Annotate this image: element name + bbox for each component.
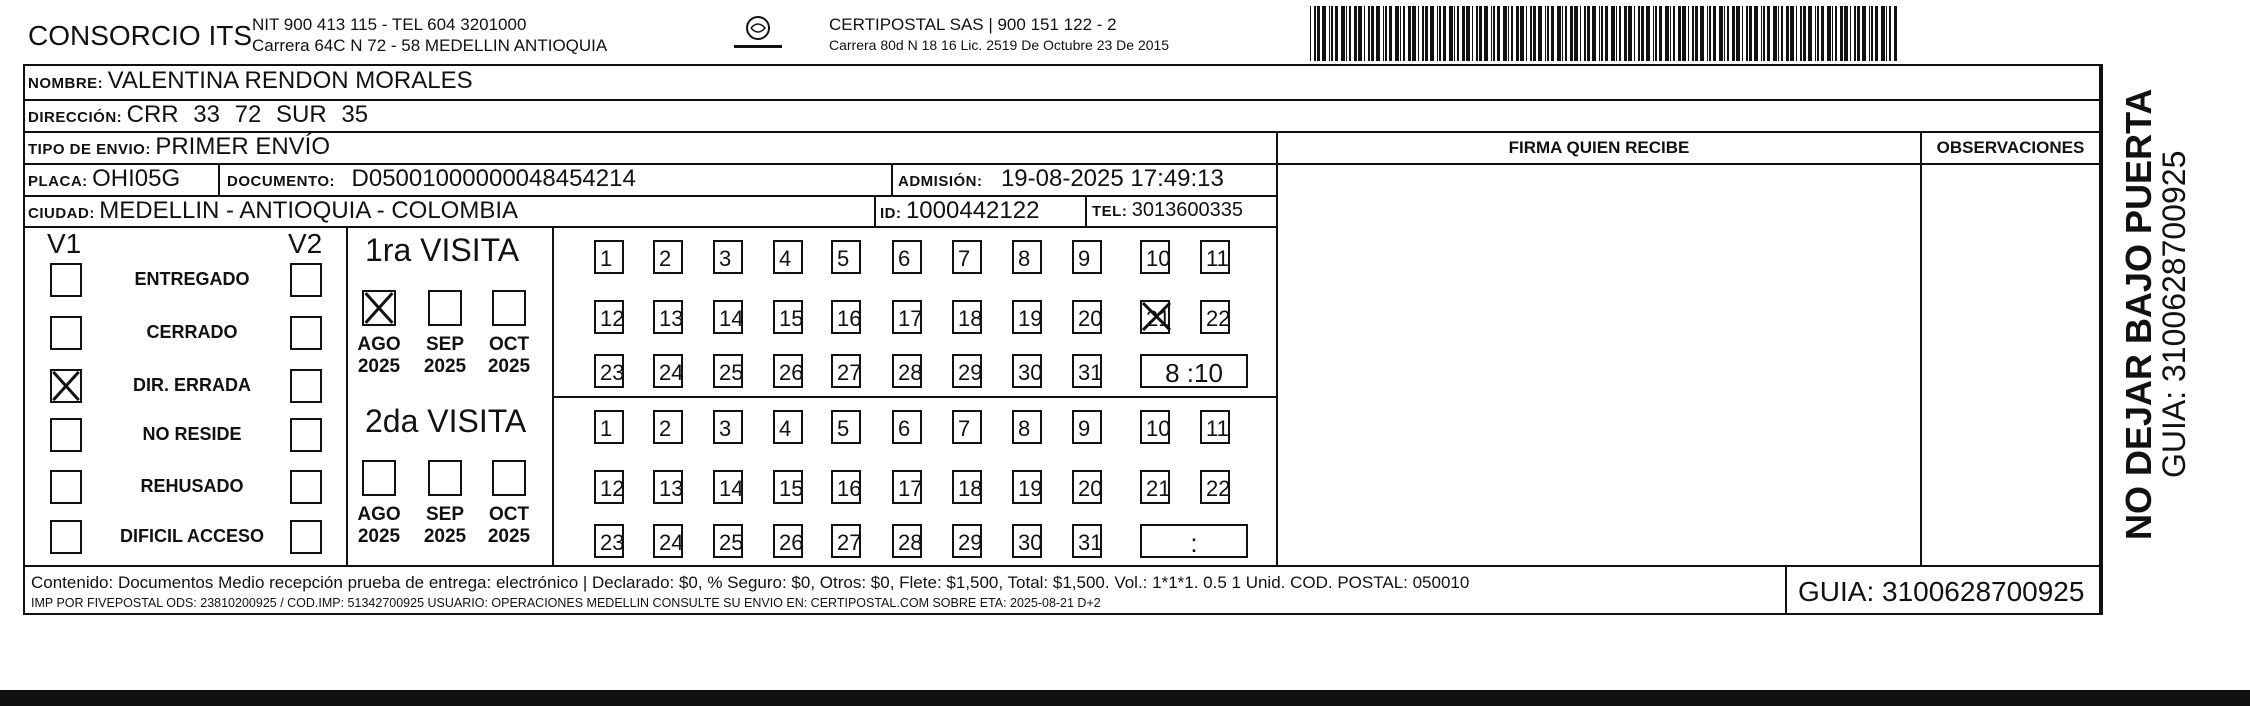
visit1-day-box[interactable]: 23 <box>594 354 624 388</box>
visit1-month-label: OCT 2025 <box>487 334 531 377</box>
visit1-time-box[interactable]: 8 :10 <box>1140 354 1248 388</box>
visit1-day-box[interactable]: 10 <box>1140 240 1170 274</box>
visit1-day-box[interactable]: 13 <box>653 300 683 334</box>
visit2-day-box[interactable]: 13 <box>653 470 683 504</box>
visit1-day-box[interactable]: 14 <box>713 300 743 334</box>
v2-checkbox[interactable] <box>290 470 322 504</box>
footer-content: Contenido: Documentos Medio recepción prueba de entrega: electrónico | Declarado: $0, % Seguro: $0, Otros: $0, Flete: $1,500, Total: $1,500. Vol.: 1*1*1. 0.5 1 Unid. COD. POSTAL: 050010 <box>31 573 1470 592</box>
status-label: DIR. ERRADA <box>132 375 251 395</box>
visit1-day-box[interactable]: 20 <box>1072 300 1102 334</box>
nombre-value: VALENTINA RENDON MORALES <box>107 67 473 94</box>
visit1-day-box[interactable]: 24 <box>653 354 683 388</box>
id-value: 1000442122 <box>905 197 1040 224</box>
visit1-day-box[interactable]: 22 <box>1200 300 1230 334</box>
visit2-day-box[interactable]: 6 <box>892 410 922 444</box>
observaciones-label: OBSERVACIONES <box>1936 138 2085 157</box>
visit2-month-label: OCT 2025 <box>487 504 531 547</box>
placa-row <box>28 165 180 193</box>
visit1-day-box[interactable]: 9 <box>1072 240 1102 274</box>
visit1-day-box[interactable]: 4 <box>773 240 803 274</box>
certipostal-logo <box>726 14 790 54</box>
visit1-day-box[interactable]: 31 <box>1072 354 1102 388</box>
visit2-day-box[interactable]: 20 <box>1072 470 1102 504</box>
documento-field <box>227 165 636 193</box>
visit2-day-box[interactable]: 22 <box>1200 470 1230 504</box>
visit1-day-box[interactable]: 28 <box>892 354 922 388</box>
visit1-day-box[interactable]: 30 <box>1012 354 1042 388</box>
visit2-day-box[interactable]: 4 <box>773 410 803 444</box>
ciudad-row <box>28 197 518 225</box>
v2-checkbox[interactable] <box>290 369 322 403</box>
v2-checkbox[interactable] <box>290 418 322 452</box>
company-name: CONSORCIO ITS <box>28 20 253 51</box>
company-nit: NIT 900 413 115 - TEL 604 3201000 <box>252 15 527 34</box>
visit1-title: 1ra VISITA <box>365 232 520 268</box>
visit2-day-box[interactable]: 17 <box>892 470 922 504</box>
v1-checkbox[interactable] <box>50 369 82 403</box>
visit2-day-box[interactable]: 19 <box>1012 470 1042 504</box>
side-guia: GUIA: 3100628700925 <box>2156 150 2192 478</box>
visit2-day-box[interactable]: 28 <box>892 524 922 558</box>
visit2-day-box[interactable]: 12 <box>594 470 624 504</box>
tipo-label: TIPO DE ENVIO: <box>28 141 151 158</box>
visit1-month-label: AGO 2025 <box>357 334 401 377</box>
visit2-day-box[interactable]: 3 <box>713 410 743 444</box>
v2-label: V2 <box>288 228 323 259</box>
visit2-day-box[interactable]: 18 <box>952 470 982 504</box>
admision-value: 19-08-2025 17:49:13 <box>1000 165 1224 192</box>
carrier-address: Carrera 80d N 18 16 Lic. 2519 De Octubre 23 De 2015 <box>829 37 1170 53</box>
carrier-name: CERTIPOSTAL SAS | 900 151 122 - 2 <box>829 15 1117 34</box>
documento-value: D05001000000048454214 <box>351 165 636 192</box>
tipo-value: PRIMER ENVÍO <box>155 133 331 160</box>
visit2-title: 2da VISITA <box>365 403 527 439</box>
visit1-day-box[interactable]: 18 <box>952 300 982 334</box>
visit2-month-checkbox[interactable] <box>492 460 526 496</box>
v1-checkbox[interactable] <box>50 520 82 554</box>
visit1-month-checkbox[interactable] <box>362 290 396 326</box>
visit1-day-box[interactable]: 16 <box>831 300 861 334</box>
visit1-day-box[interactable]: 3 <box>713 240 743 274</box>
id-label: ID: <box>880 205 902 222</box>
v1-checkbox[interactable] <box>50 418 82 452</box>
v2-checkbox[interactable] <box>290 263 322 297</box>
tel-value: 3013600335 <box>1131 199 1244 221</box>
visit2-day-box[interactable]: 25 <box>713 524 743 558</box>
visit1-day-box[interactable]: 2 <box>653 240 683 274</box>
visit1-day-box[interactable]: 17 <box>892 300 922 334</box>
id-field <box>880 197 1039 225</box>
company-address: Carrera 64C N 72 - 58 MEDELLIN ANTIOQUIA <box>252 36 608 55</box>
visit2-day-box[interactable]: 2 <box>653 410 683 444</box>
visit2-day-box[interactable]: 8 <box>1012 410 1042 444</box>
footer-print-info: IMP POR FIVEPOSTAL ODS: 23810200925 / COD.IMP: 51342700925 USUARIO: OPERACIONES MEDELLIN CONSULTE SU ENVIO EN: CERTIPOSTAL.COM SOBRE ETA: 2025-08-21 D+2 <box>31 596 1101 610</box>
visit2-day-box[interactable]: 21 <box>1140 470 1170 504</box>
visit2-time-box[interactable]: : <box>1140 524 1248 558</box>
status-label: ENTREGADO <box>134 269 250 289</box>
side-warning: NO DEJAR BAJO PUERTA <box>2118 88 2159 540</box>
visit2-day-box[interactable]: 26 <box>773 524 803 558</box>
ciudad-label: CIUDAD: <box>28 205 95 222</box>
visit1-day-box[interactable]: 7 <box>952 240 982 274</box>
visit2-day-box[interactable]: 14 <box>713 470 743 504</box>
footer-guia: GUIA: 3100628700925 <box>1798 576 2085 607</box>
visit1-day-box[interactable]: 26 <box>773 354 803 388</box>
visit1-month-checkbox[interactable] <box>428 290 462 326</box>
v2-checkbox[interactable] <box>290 316 322 350</box>
direccion-label: DIRECCIÓN: <box>28 109 123 126</box>
visit2-day-box[interactable]: 1 <box>594 410 624 444</box>
tel-label: TEL: <box>1092 203 1128 220</box>
visit2-day-box[interactable]: 9 <box>1072 410 1102 444</box>
v1-checkbox[interactable] <box>50 263 82 297</box>
visit1-day-box[interactable]: 15 <box>773 300 803 334</box>
visit2-day-box[interactable]: 7 <box>952 410 982 444</box>
visit2-day-box[interactable]: 24 <box>653 524 683 558</box>
admision-label: ADMISIÓN: <box>898 173 983 190</box>
visit2-day-box[interactable]: 10 <box>1140 410 1170 444</box>
status-label: REHUSADO <box>140 476 244 496</box>
placa-label: PLACA: <box>28 173 88 190</box>
visit1-day-box[interactable]: 27 <box>831 354 861 388</box>
visit1-day-box[interactable]: 21 <box>1140 300 1170 334</box>
firma-label: FIRMA QUIEN RECIBE <box>1508 138 1690 157</box>
visit2-month-label: SEP 2025 <box>423 504 467 547</box>
v1-checkbox[interactable] <box>50 470 82 504</box>
visit1-day-box[interactable]: 5 <box>831 240 861 274</box>
placa-value: OHI05G <box>92 165 181 192</box>
visit2-day-box[interactable]: 31 <box>1072 524 1102 558</box>
visit1-day-box[interactable]: 11 <box>1200 240 1230 274</box>
status-label: CERRADO <box>146 322 238 342</box>
admision-field <box>898 165 1224 193</box>
visit1-month-checkbox[interactable] <box>492 290 526 326</box>
visit1-day-box[interactable]: 25 <box>713 354 743 388</box>
visit1-day-box[interactable]: 6 <box>892 240 922 274</box>
visit2-month-label: AGO 2025 <box>357 504 401 547</box>
visit1-day-box[interactable]: 1 <box>594 240 624 274</box>
visit1-month-label: SEP 2025 <box>423 334 467 377</box>
documento-label: DOCUMENTO: <box>227 173 336 190</box>
visit2-day-box[interactable]: 15 <box>773 470 803 504</box>
visit2-day-box[interactable]: 11 <box>1200 410 1230 444</box>
visit1-day-box[interactable]: 29 <box>952 354 982 388</box>
status-label: NO RESIDE <box>142 424 242 444</box>
visit1-day-box[interactable]: 19 <box>1012 300 1042 334</box>
v1-checkbox[interactable] <box>50 316 82 350</box>
bottom-border <box>0 690 2250 706</box>
direccion-value: CRR 33 72 SUR 35 <box>126 101 369 128</box>
nombre-label: NOMBRE: <box>28 75 104 92</box>
status-label: DIFICIL ACCESO <box>119 526 264 546</box>
visit1-day-box[interactable]: 8 <box>1012 240 1042 274</box>
visit2-day-box[interactable]: 29 <box>952 524 982 558</box>
visit2-day-box[interactable]: 5 <box>831 410 861 444</box>
nombre-row <box>28 67 473 95</box>
visit2-day-box[interactable]: 16 <box>831 470 861 504</box>
visit2-month-checkbox[interactable] <box>428 460 462 496</box>
barcode <box>1310 6 1902 61</box>
visit2-day-box[interactable]: 30 <box>1012 524 1042 558</box>
visit2-month-checkbox[interactable] <box>362 460 396 496</box>
v2-checkbox[interactable] <box>290 520 322 554</box>
v1-label: V1 <box>47 228 82 259</box>
tel-field <box>1092 199 1243 222</box>
visit2-day-box[interactable]: 27 <box>831 524 861 558</box>
direccion-row <box>28 101 368 129</box>
visit1-day-box[interactable]: 12 <box>594 300 624 334</box>
tipo-row <box>28 133 330 161</box>
ciudad-value: MEDELLIN - ANTIOQUIA - COLOMBIA <box>99 197 519 224</box>
visit2-day-box[interactable]: 23 <box>594 524 624 558</box>
